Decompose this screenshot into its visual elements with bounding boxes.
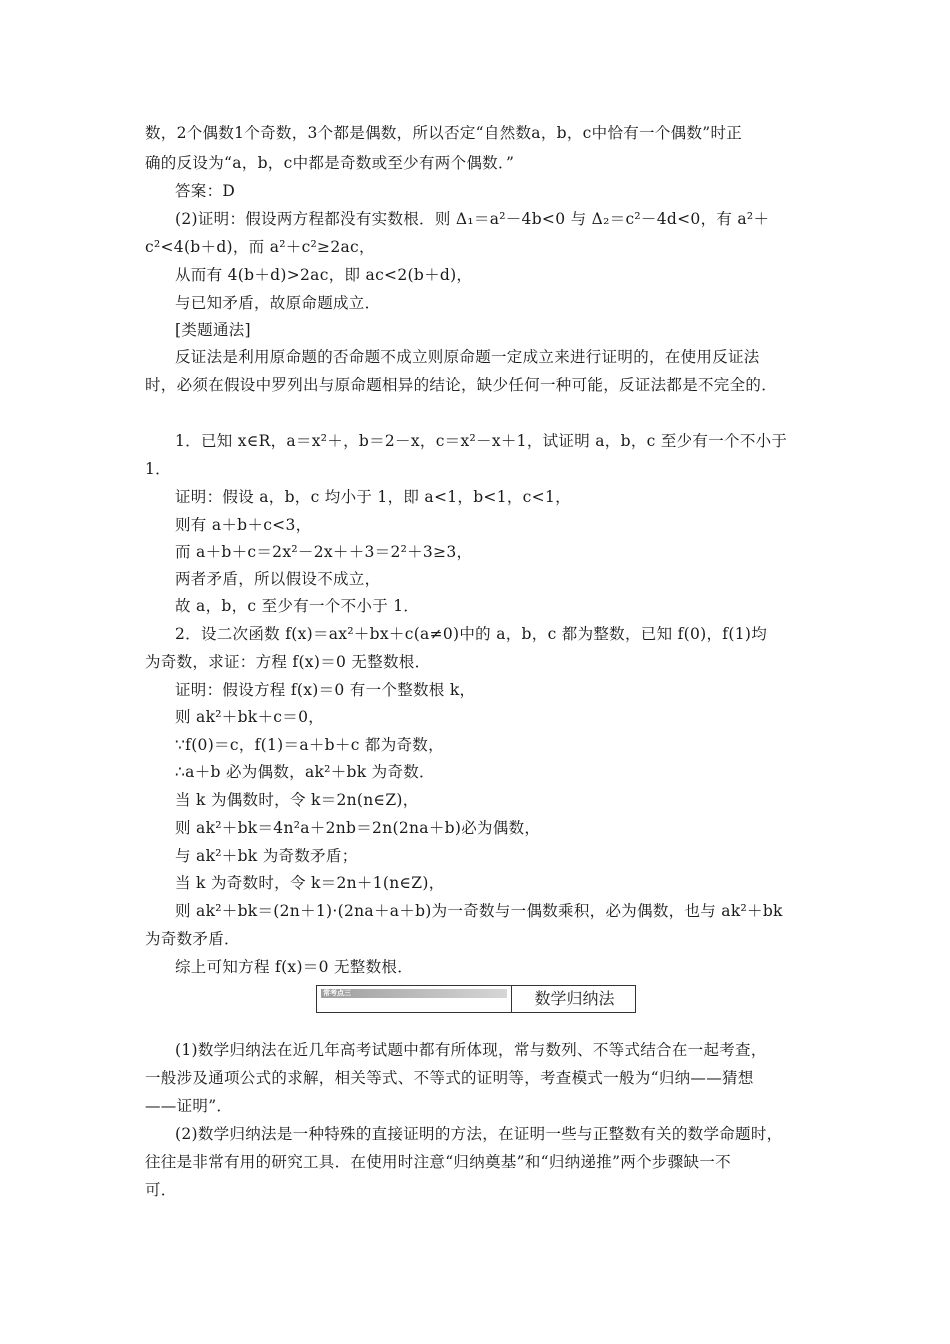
text-line: 往往是非常有用的研究工具．在使用时注意“归纳奠基”和“归纳递推”两个步骤缺一不 bbox=[145, 1153, 731, 1171]
proof-line: 证明：假设方程 f(x)＝0 有一个整数根 k， bbox=[175, 681, 476, 699]
text-line: 确的反设为“a，b，c中都是奇数或至少有两个偶数．” bbox=[145, 154, 515, 172]
answer-line: 答案：D bbox=[175, 182, 236, 200]
text-line: 反证法是利用原命题的否命题不成立则原命题一定成立来进行证明的，在使用反证法 bbox=[175, 348, 760, 366]
section-tag-label: 常考点三 bbox=[323, 989, 351, 997]
text-line: 时，必须在假设中罗列出与原命题相异的结论，缺少任何一种可能，反证法都是不完全的． bbox=[145, 376, 778, 394]
proof-line: 而 a＋b＋c＝2x²－2x＋＋3＝2²＋3≥3， bbox=[175, 543, 473, 561]
proof-line: 故 a，b，c 至少有一个不小于 1． bbox=[175, 597, 420, 615]
text-line: (2)数学归纳法是一种特殊的直接证明的方法，在证明一些与正整数有关的数学命题时， bbox=[175, 1125, 783, 1143]
text-line: (1)数学归纳法在近几年高考试题中都有所体现，常与数列、不等式结合在一起考查， bbox=[175, 1041, 767, 1059]
proof-line: 两者矛盾，所以假设不成立， bbox=[175, 570, 381, 588]
problem-line: 2．设二次函数 f(x)＝ax²＋bx＋c(a≠0)中的 a，b，c 都为整数，已知 f(0)，f(1)均 bbox=[175, 625, 767, 643]
text-line: ——证明”． bbox=[145, 1097, 233, 1115]
text-line: 从而有 4(b＋d)>2ac，即 ac<2(b＋d)， bbox=[175, 266, 473, 284]
section-title: 数学归纳法 bbox=[534, 989, 615, 1008]
proof-line: 当 k 为奇数时，令 k＝2n＋1(n∈Z)， bbox=[175, 874, 445, 892]
proof-line: ∴a＋b 必为偶数，ak²＋bk 为奇数． bbox=[175, 763, 435, 781]
section-header-box bbox=[316, 985, 636, 1013]
text-line: 数，2个偶数1个奇数，3个都是偶数，所以否定“自然数a，b，c中恰有一个偶数”时正 bbox=[145, 124, 743, 142]
section-tag-area bbox=[317, 986, 512, 1012]
section-heading: [类题通法] bbox=[175, 321, 251, 339]
proof-line: 则 ak²＋bk＝4n²a＋2nb＝2n(2na＋b)必为偶数， bbox=[175, 819, 541, 837]
proof-line: 则 ak²＋bk＝(2n＋1)·(2na＋a＋b)为一奇数与一偶数乘积，必为偶数，也与 ak²＋bk bbox=[175, 902, 783, 920]
proof-line: 综上可知方程 f(x)＝0 无整数根． bbox=[175, 958, 413, 976]
text-line: (2)证明：假设两方程都没有实数根．则 Δ₁＝a²－4b<0 与 Δ₂＝c²－4d<0，有 a²＋ bbox=[175, 210, 770, 228]
proof-line: 则 ak²＋bk＋c＝0， bbox=[175, 708, 325, 726]
proof-line: 为奇数矛盾． bbox=[145, 930, 240, 948]
text-line: 与已知矛盾，故原命题成立． bbox=[175, 294, 381, 312]
proof-line: ∵f(0)＝c，f(1)＝a＋b＋c 都为奇数， bbox=[175, 736, 444, 754]
proof-line: 与 ak²＋bk 为奇数矛盾； bbox=[175, 847, 358, 865]
text-line: 一般涉及通项公式的求解，相关等式、不等式的证明等，考查模式一般为“归纳——猜想 bbox=[145, 1069, 754, 1087]
problem-line: 1． bbox=[145, 460, 171, 478]
text-line: 可． bbox=[145, 1181, 177, 1199]
proof-line: 则有 a＋b＋c<3， bbox=[175, 516, 312, 534]
problem-line: 为奇数，求证：方程 f(x)＝0 无整数根． bbox=[145, 653, 431, 671]
proof-line: 当 k 为偶数时，令 k＝2n(n∈Z)， bbox=[175, 791, 419, 809]
problem-line: 1．已知 x∈R，a＝x²＋，b＝2－x，c＝x²－x＋1，试证明 a，b，c 至少有一个不小于 bbox=[175, 432, 788, 450]
proof-line: 证明：假设 a，b，c 均小于 1，即 a<1，b<1，c<1， bbox=[175, 488, 571, 506]
text-line: c²<4(b＋d)，而 a²＋c²≥2ac， bbox=[145, 238, 375, 256]
